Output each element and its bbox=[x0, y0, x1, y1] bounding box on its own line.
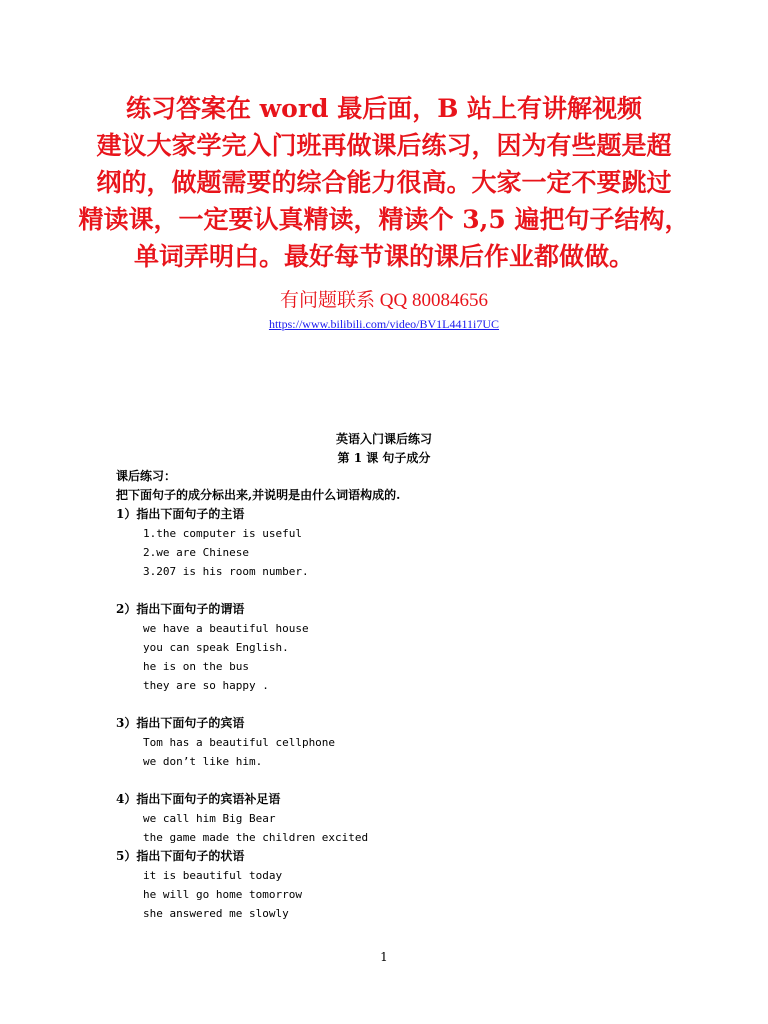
sentence: 3.207 is his room number. bbox=[143, 565, 309, 578]
sentence: he will go home tomorrow bbox=[143, 888, 302, 901]
section-heading: 1）指出下面句子的主语 bbox=[116, 507, 245, 521]
section-heading: 2）指出下面句子的谓语 bbox=[116, 602, 245, 616]
contact-qq: 有问题联系 QQ 80084656 bbox=[280, 290, 488, 311]
sentence: he is on the bus bbox=[143, 660, 249, 673]
sentence: the game made the children excited bbox=[143, 831, 369, 844]
sentence: they are so happy . bbox=[143, 679, 269, 692]
section-heading: 4）指出下面句子的宾语补足语 bbox=[116, 792, 281, 806]
exercise-instruction: 把下面句子的成分标出来,并说明是由什么词语构成的. bbox=[116, 488, 401, 502]
section-heading: 3）指出下面句子的宾语 bbox=[116, 716, 245, 730]
notice-line-5: 单词弄明白。最好每节课的课后作业都做做。 bbox=[133, 242, 634, 271]
exercise-label: 课后练习： bbox=[116, 469, 177, 483]
sentence: 1.the computer is useful bbox=[143, 527, 302, 540]
exercise-body bbox=[116, 467, 716, 923]
sentence: we call him Big Bear bbox=[143, 812, 276, 825]
sentence: you can speak English. bbox=[143, 641, 289, 654]
sentence: she answered me slowly bbox=[143, 907, 289, 920]
sentence: 2.we are Chinese bbox=[143, 546, 249, 559]
section-heading: 5）指出下面句子的状语 bbox=[116, 849, 245, 863]
sentence: we don’t like him. bbox=[143, 755, 263, 768]
page-number: 1 bbox=[380, 950, 388, 964]
notice-line-1: 练习答案在 word 最后面，B 站上有讲解视频 bbox=[125, 94, 643, 123]
sentence: it is beautiful today bbox=[143, 869, 283, 882]
bilibili-video-link[interactable]: https://www.bilibili.com/video/BV1L4411i7UC bbox=[268, 317, 500, 331]
sentence: we have a beautiful house bbox=[143, 622, 309, 635]
notice-line-4: 精读课，一定要认真精读，精读个 3,5 遍把句子结构， bbox=[78, 205, 690, 234]
notice-line-2: 建议大家学完入门班再做课后练习，因为有些题是超 bbox=[96, 131, 672, 160]
sentence: Tom has a beautiful cellphone bbox=[143, 736, 336, 749]
notice-line-3: 纲的，做题需要的综合能力很高。大家一定不要跳过 bbox=[96, 168, 672, 197]
lesson-header bbox=[0, 430, 768, 468]
lesson-subtitle: 第 1 课 句子成分 bbox=[337, 451, 431, 465]
lesson-title: 英语入门课后练习 bbox=[335, 432, 432, 446]
